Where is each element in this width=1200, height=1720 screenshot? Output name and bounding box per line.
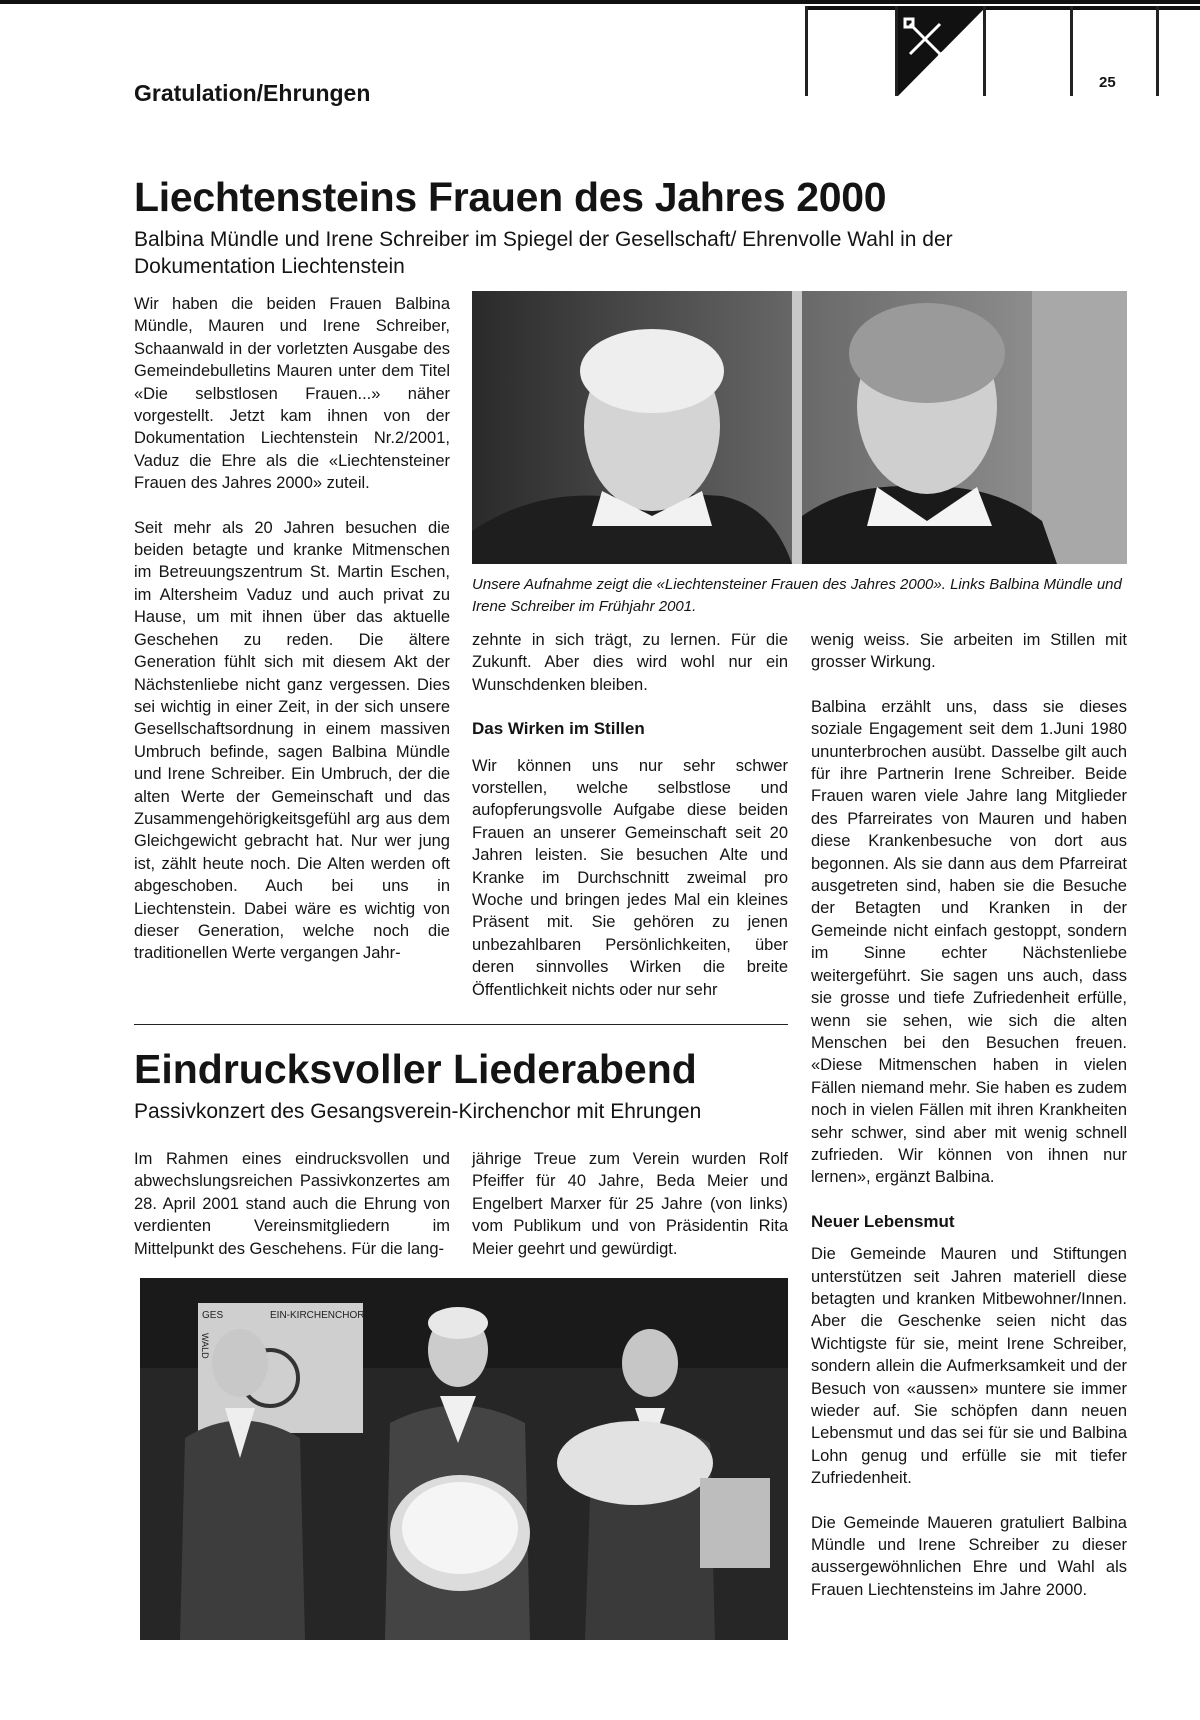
paragraph: Balbina erzählt uns, dass sie dieses soziale Engagement seit dem 1.Juni 1980 ununterbrochen ausübt. Dasselbe gilt auch für ihre Partnerin Irene Schreiber. Beide Frauen waren viele Jahre lang Mitglieder des Pfarreirates von Mauren und haben diese Krankenbesuche von dort aus begonnen. Als sie dann aus dem Pfarreirat ausgetreten sind, haben sie die Besuche der Betagten und Kranken in der Gemeinde nicht einfach gestoppt, sondern im Sinne echter Nächstenliebe weitergeführt. Sie sagen uns auch, dass sie grosse und tiefe Zufriedenheit erfülle, wenn sie sehen, wie sich die alten Menschen bei den Besuchen freuen. «Diese Mitmenschen haben in vielen Fällen niemand mehr. Sie haben es zudem noch in vielen Fällen mit ihren Krankheiten sehr schwer, sind aber mit wenig schnell zufrieden. Wir können von ihnen nur lernen», ergänzt Balbina. bbox=[811, 697, 1127, 1187]
banner-text-side: WALD bbox=[200, 1333, 210, 1359]
photo-choir-honorees bbox=[140, 1278, 788, 1640]
article-divider bbox=[134, 1024, 788, 1025]
subheading: Das Wirken im Stillen bbox=[472, 719, 645, 739]
article2-column-2 bbox=[472, 1148, 788, 1260]
paragraph: Im Rahmen eines eindrucksvollen und abwechslungsreichen Passivkonzertes am 28. April 2001 stand auch die Ehrung von verdienten Vereinsmitgliedern im Mittelpunkt des Geschehens. Für die lang- bbox=[134, 1150, 450, 1258]
article1-column-2 bbox=[472, 629, 788, 1001]
page-number: 25 bbox=[1099, 74, 1116, 91]
paragraph: Wir können uns nur sehr schwer vorstellen, welche selbstlose und aufopferungsvolle Aufgabe diese beiden Frauen an unserer Gemeinschaft seit 20 Jahren leisten. Sie besuchen Alte und Kranke im Durchschnitt zweimal pro Woche und bringen jedes Mal ein kleines Präsent mit. Sie gehören zu jenen unbezahlbaren Persönlichkeiten, über deren sinnvolles Wirken die breite Öffentlichkeit nichts oder nur sehr bbox=[472, 756, 788, 999]
article-subtitle: Passivkonzert des Gesangsverein-Kirchenchor mit Ehrungen bbox=[134, 1100, 702, 1123]
top-rule bbox=[0, 0, 1200, 4]
photo-two-women bbox=[472, 291, 1127, 564]
subheading: Neuer Lebensmut bbox=[811, 1211, 955, 1231]
article-title: Eindrucksvoller Liederabend bbox=[134, 1046, 697, 1092]
paragraph: jährige Treue zum Verein wurden Rolf Pfeiffer für 40 Jahre, Beda Meier und Engelbert Marxer für 25 Jahre (von links) vom Publikum und von Präsidentin Rita Meier geehrt und gewürdigt. bbox=[472, 1150, 788, 1258]
banner-text-left: GES bbox=[202, 1310, 224, 1321]
article-subtitle: Balbina Mündle und Irene Schreiber im Spiegel der Gesellschaft/ Ehrenvolle Wahl in der Dokumentation Liechtenstein bbox=[134, 228, 953, 278]
photo-caption: Unsere Aufnahme zeigt die «Liechtensteiner Frauen des Jahres 2000». Links Balbina Mündle und Irene Schreiber im Frühjahr 2001. bbox=[472, 576, 1122, 615]
paragraph: zehnte in sich trägt, zu lernen. Für die Zukunft. Aber dies wird wohl nur ein Wunschdenken bleiben. bbox=[472, 631, 788, 694]
banner-text-right: EIN-KIRCHENCHOR bbox=[270, 1310, 365, 1321]
header-tabs bbox=[805, 6, 1200, 96]
paragraph: Seit mehr als 20 Jahren besuchen die beiden betagte und kranke Mitmenschen im Betreuungszentrum St. Martin Eschen, im Altersheim Vaduz und auch privat zu Hause, um mit ihnen über das aktuelle Geschehen zu reden. Die ältere Generation fühlt sich mit diesem Akt der Nächstenliebe nicht ganz vergessen. Dies sei wichtig in einer Zeit, in der sich unsere Gesellschaftsordnung in einem massiven Umbruch befinde, sagen Balbina Mündle und Irene Schreiber. Ein Umbruch, der die alten Werte der Gemeinschaft und das Zusammengehörigkeitsgefühl arg aus dem Gleichgewicht gebracht hat. Nur wer jung ist, zählt heute noch. Die Alten werden oft abgeschoben. Auch bei uns in Liechtenstein. Dabei wäre es wichtig von dieser Generation, welche noch die traditionellen Werte vergangen Jahr- bbox=[134, 518, 450, 963]
paragraph: Die Gemeinde Mauren und Stiftungen unterstützen seit Jahren materiell diese betagten und kranken Mitbewohner/Innen. Aber die Geschenke seien nicht das Wichtigste für sie, meint Irene Schreiber, sondern allein die Aufmerksamkeit und der Besuch von «aussen» muntere sie immer wieder auf. Sie schöpfen dann neuen Lebensmut und das sei für sie und Balbina Lohn genug und erfülle sie mit tiefer Zufriedenheit. bbox=[811, 1245, 1127, 1488]
article-title: Liechtensteins Frauen des Jahres 2000 bbox=[134, 174, 887, 220]
paragraph: Die Gemeinde Maueren gratuliert Balbina Mündle und Irene Schreiber zu dieser aussergewöhnlichen Ehre und Wahl als Frauen Liechtensteins im Jahre 2000. bbox=[811, 1513, 1127, 1599]
paragraph: Wir haben die beiden Frauen Balbina Mündle, Mauren und Irene Schreiber, Schaanwald in der vorletzten Ausgabe des Gemeindebulletins Mauren unter dem Titel «Die selbstlosen Frauen...» näher vorgestellt. Jetzt kam ihnen von der Dokumentation Liechtenstein Nr.2/2001, Vaduz die Ehre als die «Liechtensteiner Frauen des Jahres 2000» zuteil. bbox=[134, 295, 450, 493]
article2-column-1 bbox=[134, 1148, 450, 1260]
section-title: Gratulation/Ehrungen bbox=[134, 80, 371, 106]
article1-column-1 bbox=[134, 293, 450, 965]
paragraph: wenig weiss. Sie arbeiten im Stillen mit grosser Wirkung. bbox=[811, 631, 1127, 672]
article1-column-3 bbox=[811, 629, 1127, 1601]
